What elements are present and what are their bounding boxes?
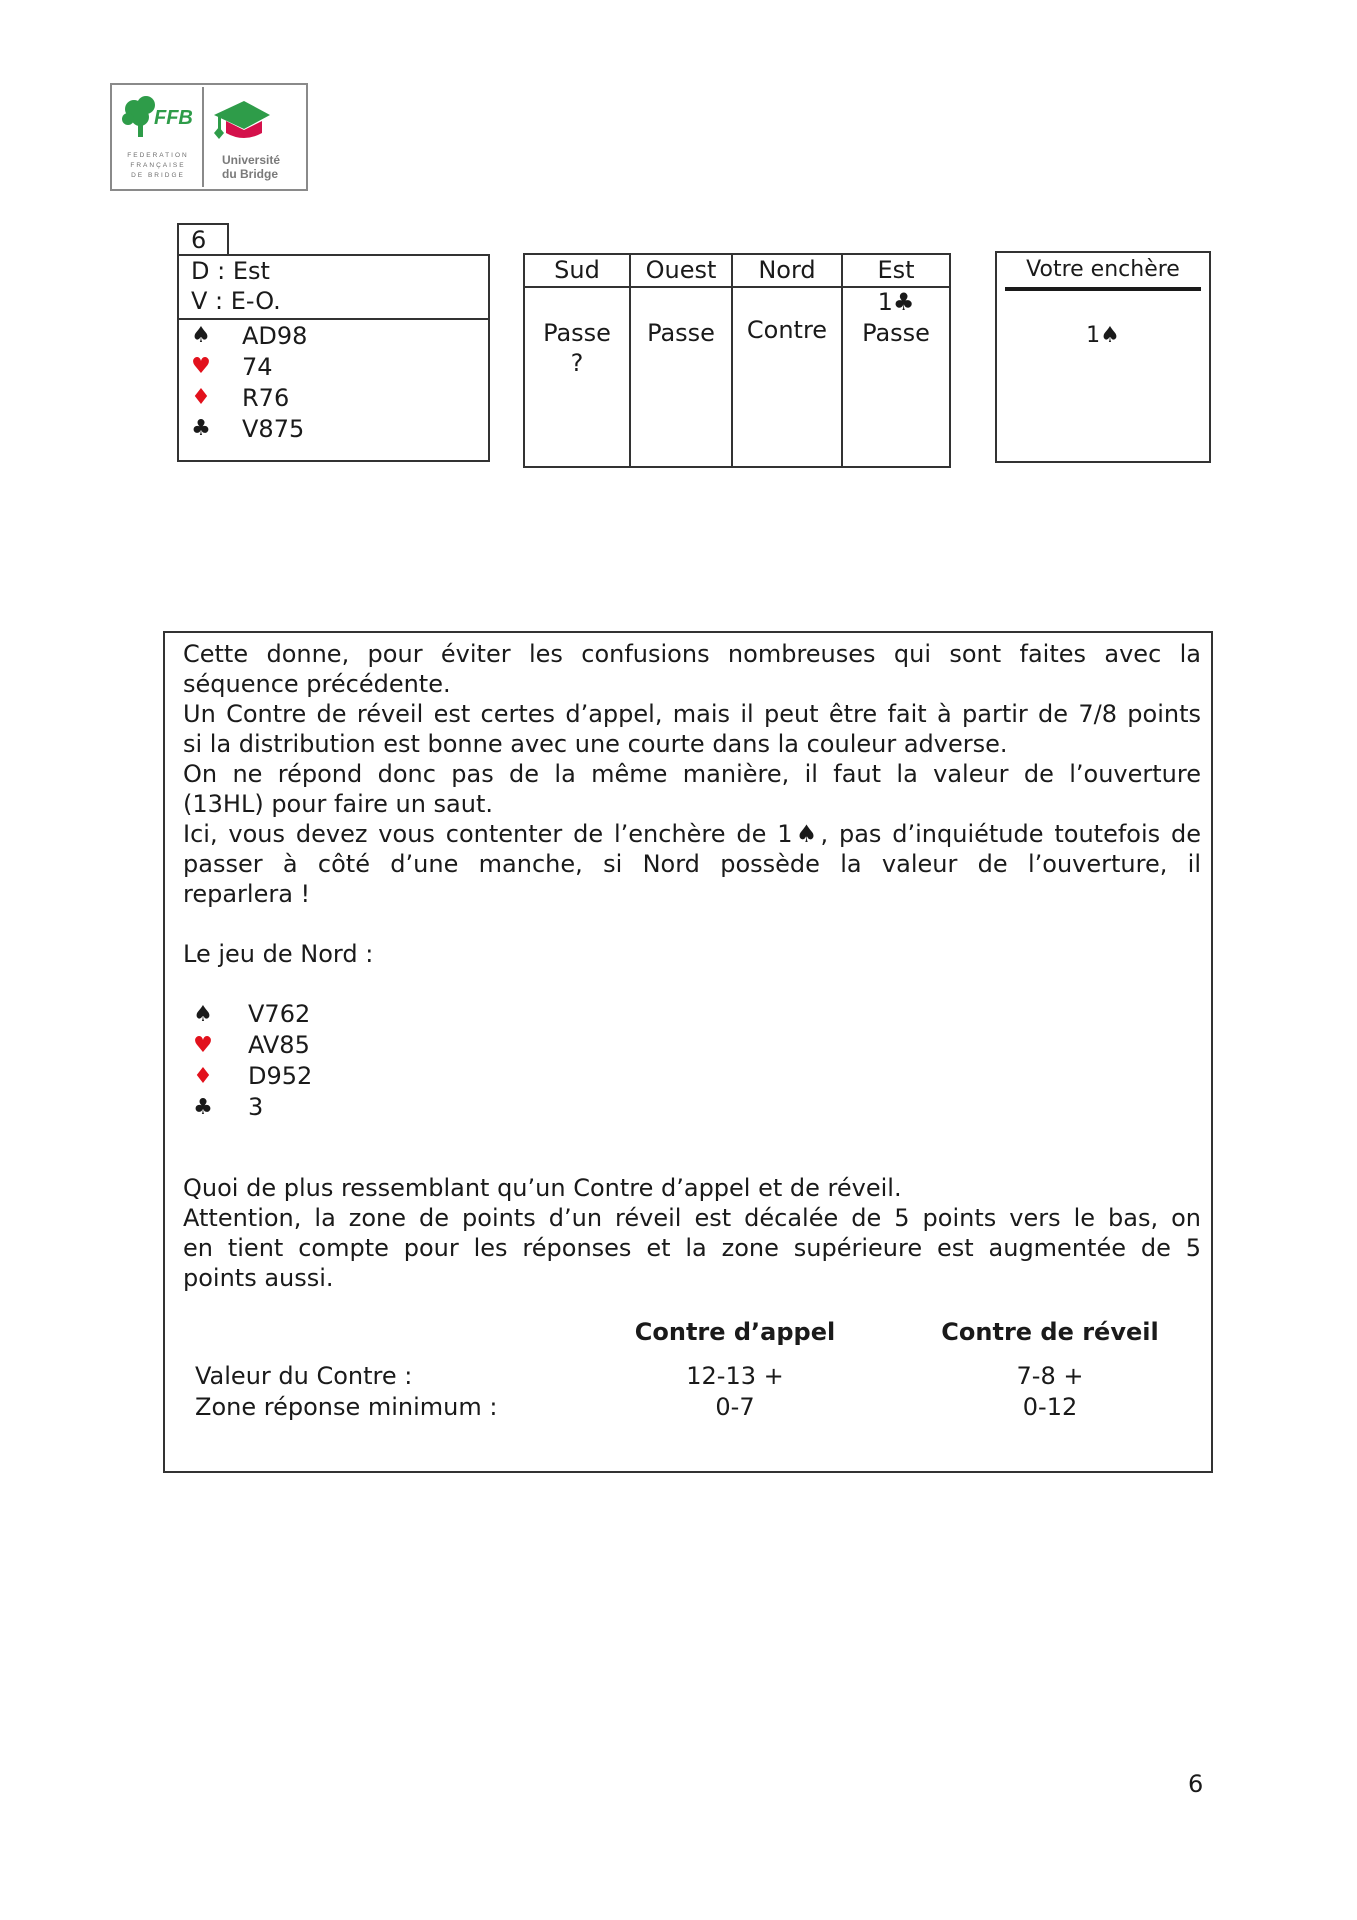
table-header-reveil: Contre de réveil: [941, 1318, 1159, 1346]
explanation-para-1: [183, 639, 1201, 699]
answer-title: Votre enchère: [1026, 257, 1180, 282]
club-icon: ♣: [193, 1095, 213, 1120]
spade-icon: ♠: [191, 323, 211, 348]
bidding-header-nord: Nord: [758, 256, 816, 284]
deal-separator: [179, 318, 488, 320]
explanation-para-4: [183, 819, 1201, 909]
diamond-icon: ♦: [191, 385, 211, 410]
table-row-label: Zone réponse minimum :: [195, 1393, 498, 1421]
heart-icon: ♥: [193, 1033, 213, 1058]
bid-nord: Contre: [746, 316, 828, 344]
explanation-para-6: [183, 1203, 1201, 1293]
explanation-para-3: [183, 759, 1201, 819]
text-line: si la distribution est bonne avec une courte dans la couleur adverse.: [183, 730, 1008, 758]
table-header-appel: Contre d’appel: [634, 1318, 836, 1346]
ffb-sub-line: FEDERATION: [127, 152, 189, 159]
bidding-header-sud: Sud: [554, 256, 600, 284]
text-line: Ici, vous devez vous contenter de l’enchère de 1♠, pas d’inquiétude toutefois de: [183, 820, 1201, 848]
bid-sud-2: ?: [570, 349, 584, 377]
table-cell-appel: 12-13 +: [686, 1362, 784, 1390]
club-icon: ♣: [191, 416, 211, 441]
table-cell-appel: 0-7: [715, 1393, 755, 1421]
logo-divider: [202, 87, 204, 187]
text-line: points aussi.: [183, 1264, 334, 1292]
ffb-logo-text: FFB: [154, 107, 193, 129]
vulnerability-line: V : E-O.: [191, 287, 281, 315]
text-line: séquence précédente.: [183, 670, 451, 698]
spade-icon: ♠: [193, 1002, 213, 1027]
ffb-sub-line: FRANÇAISE: [130, 162, 186, 169]
nord-club-cards: 3: [248, 1093, 264, 1121]
bidding-table: [523, 253, 951, 468]
nord-spade-cards: V762: [248, 1000, 311, 1028]
dealer-line: D : Est: [191, 257, 270, 285]
bid-ouest: Passe: [647, 319, 715, 347]
bid-sud-1: Passe: [543, 319, 611, 347]
heart-cards: 74: [242, 353, 273, 381]
answer-value: 1♠: [1086, 323, 1120, 348]
nord-hand-title: Le jeu de Nord :: [183, 940, 374, 968]
text-line: (13HL) pour faire un saut.: [183, 790, 494, 818]
bid-est-second: Passe: [862, 319, 930, 347]
deal-number: 6: [177, 223, 229, 256]
explanation-para-5: Quoi de plus ressemblant qu’un Contre d’appel et de réveil.: [183, 1174, 902, 1202]
diamond-cards: R76: [242, 384, 290, 412]
nord-diamond-cards: D952: [248, 1062, 313, 1090]
heart-icon: ♥: [191, 354, 211, 379]
universite-line: du Bridge: [222, 167, 278, 181]
ffb-logo: [110, 83, 308, 191]
text-line: Un Contre de réveil est certes d’appel, mais il peut être fait à partir de 7/8 points: [183, 700, 1201, 728]
table-row-label: Valeur du Contre :: [195, 1362, 413, 1390]
club-cards: V875: [242, 415, 305, 443]
universite-line: Université: [222, 153, 281, 167]
table-cell-reveil: 0-12: [1022, 1393, 1078, 1421]
text-line: en tient compte pour les réponses et la zone supérieure est augmentée de 5: [183, 1234, 1201, 1262]
text-line: Cette donne, pour éviter les confusions nombreuses qui sont faites avec la: [183, 640, 1201, 668]
graduation-cap-icon: [212, 97, 272, 143]
answer-rule: [1005, 287, 1201, 291]
page-number: 6: [1188, 1770, 1204, 1798]
table-cell-reveil: 7-8 +: [1016, 1362, 1084, 1390]
ffb-sub-line: DE BRIDGE: [131, 172, 185, 179]
spade-cards: AD98: [242, 322, 308, 350]
diamond-icon: ♦: [193, 1064, 213, 1089]
explanation-para-2: [183, 699, 1201, 759]
text-line: passer à côté d’une manche, si Nord possède la valeur de l’ouverture, il: [183, 850, 1201, 878]
bidding-col-divider: [731, 255, 733, 466]
explanation-box: [163, 631, 1213, 1473]
deal-box: [177, 254, 490, 462]
answer-box: [995, 251, 1211, 463]
nord-heart-cards: AV85: [248, 1031, 310, 1059]
text-line: Attention, la zone de points d’un réveil est décalée de 5 points vers le bas, on: [183, 1204, 1201, 1232]
bidding-col-divider: [629, 255, 631, 466]
bidding-header-ouest: Ouest: [645, 256, 717, 284]
bidding-header-est: Est: [877, 256, 915, 284]
text-line: reparlera !: [183, 880, 311, 908]
bid-est-open: 1♣: [877, 288, 915, 316]
text-line: On ne répond donc pas de la même manière, il faut la valeur de l’ouverture: [183, 760, 1201, 788]
